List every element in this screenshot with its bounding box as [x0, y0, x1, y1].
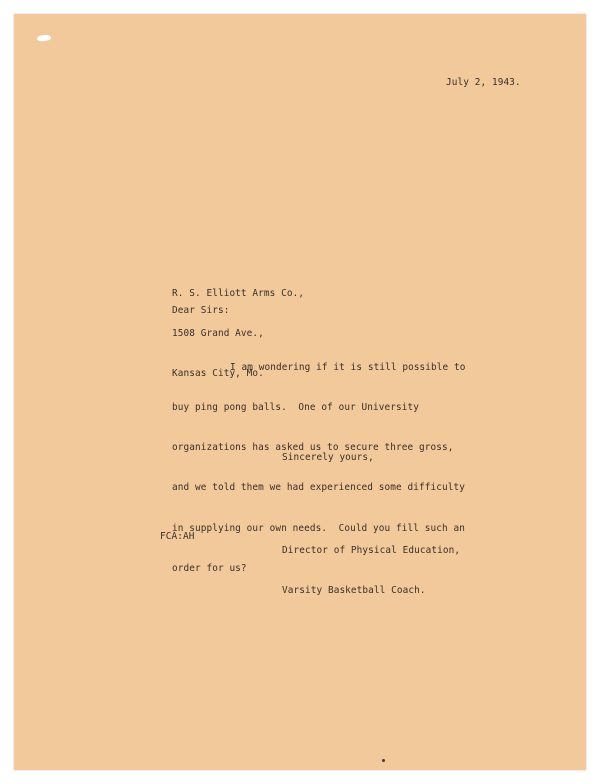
address-line: R. S. Elliott Arms Co., — [172, 287, 305, 299]
salutation: Dear Sirs: — [172, 305, 230, 316]
typist-initials: FCA:AH — [160, 531, 195, 542]
body-line: and we told them we had experienced some difficulty — [172, 482, 465, 494]
paper-speck — [382, 759, 385, 762]
body-line: I am wondering if it is still possible to — [230, 361, 466, 373]
body-line: organizations has asked us to secure three gross, — [172, 442, 454, 454]
signature-title: Director of Physical Education, — [282, 544, 461, 556]
closing: Sincerely yours, — [282, 452, 374, 463]
address-line: 1508 Grand Ave., — [172, 328, 264, 340]
letter-page — [14, 14, 586, 770]
letter-date: July 2, 1943. — [446, 77, 521, 88]
paper-smudge — [37, 34, 52, 42]
body-line: buy ping pong balls. One of our University — [172, 402, 420, 414]
address-line: Kansas City, Mo. — [172, 368, 264, 380]
body-line: in supplying our own needs. Could you fill such an — [172, 522, 465, 534]
signature-title: Varsity Basketball Coach. — [282, 585, 426, 597]
signature-block — [282, 517, 460, 624]
body-line: order for us? — [172, 562, 247, 574]
